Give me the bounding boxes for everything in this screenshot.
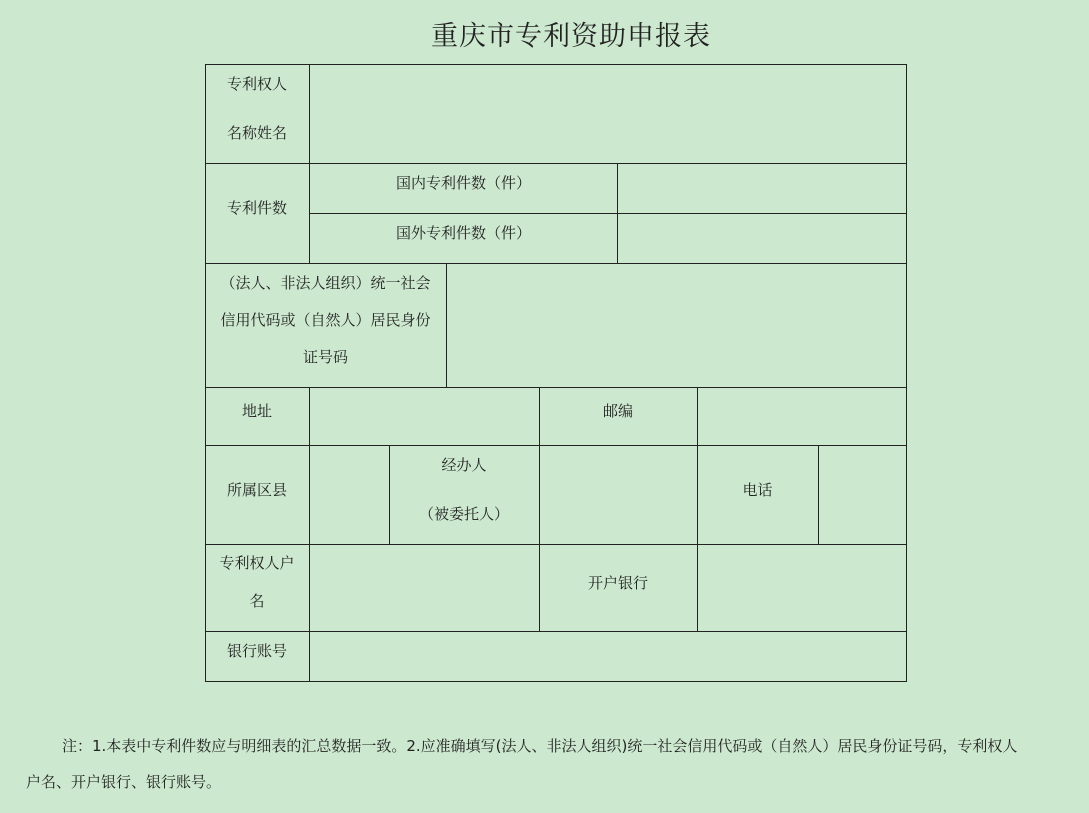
- phone-field[interactable]: [819, 446, 906, 544]
- patent-count-label: 专利件数: [226, 199, 287, 217]
- footnote: [26, 728, 1081, 800]
- holder-name-label-line1: 专利权人: [226, 75, 287, 93]
- page-title: 重庆市专利资助申报表: [431, 21, 711, 52]
- account-name-field[interactable]: [310, 545, 539, 631]
- account-name-label-line1: 专利权人户: [219, 554, 295, 572]
- account-number-label: 银行账号: [226, 642, 287, 660]
- holder-name-label-line2: 名称姓名: [226, 124, 287, 142]
- postcode-label: 邮编: [602, 402, 633, 420]
- footnote-line2: 户名、开户银行、银行账号。: [26, 773, 222, 791]
- phone-label: 电话: [742, 481, 773, 499]
- credit-code-label-line3: 证号码: [302, 348, 348, 366]
- district-field[interactable]: [310, 446, 389, 544]
- footnote-line1: 注：1.本表中专利件数应与明细表的汇总数据一致。2.应准确填写(法人、非法人组织)统一社会信用代码或（自然人）居民身份证号码，专利权人: [62, 737, 1018, 755]
- agent-label-line2: （被委托人）: [418, 505, 509, 523]
- account-number-field[interactable]: [310, 632, 906, 681]
- credit-code-label-line1: （法人、非法人组织）统一社会: [220, 274, 431, 292]
- bank-label: 开户银行: [587, 574, 648, 592]
- agent-label-line1: 经办人: [441, 456, 487, 474]
- bank-field[interactable]: [698, 545, 906, 631]
- foreign-count-label: 国外专利件数（件）: [395, 224, 531, 242]
- postcode-field[interactable]: [698, 388, 906, 445]
- credit-code-field[interactable]: [447, 264, 906, 387]
- domestic-count-field[interactable]: [618, 164, 906, 213]
- holder-name-field[interactable]: [310, 65, 906, 163]
- agent-field[interactable]: [540, 446, 697, 544]
- account-name-label-line2: 名: [249, 592, 265, 610]
- domestic-count-label: 国内专利件数（件）: [395, 174, 531, 192]
- address-field[interactable]: [310, 388, 539, 445]
- foreign-count-field[interactable]: [618, 214, 906, 263]
- credit-code-label-line2: 信用代码或（自然人）居民身份: [220, 311, 431, 329]
- district-label: 所属区县: [226, 481, 287, 499]
- address-label: 地址: [241, 402, 272, 420]
